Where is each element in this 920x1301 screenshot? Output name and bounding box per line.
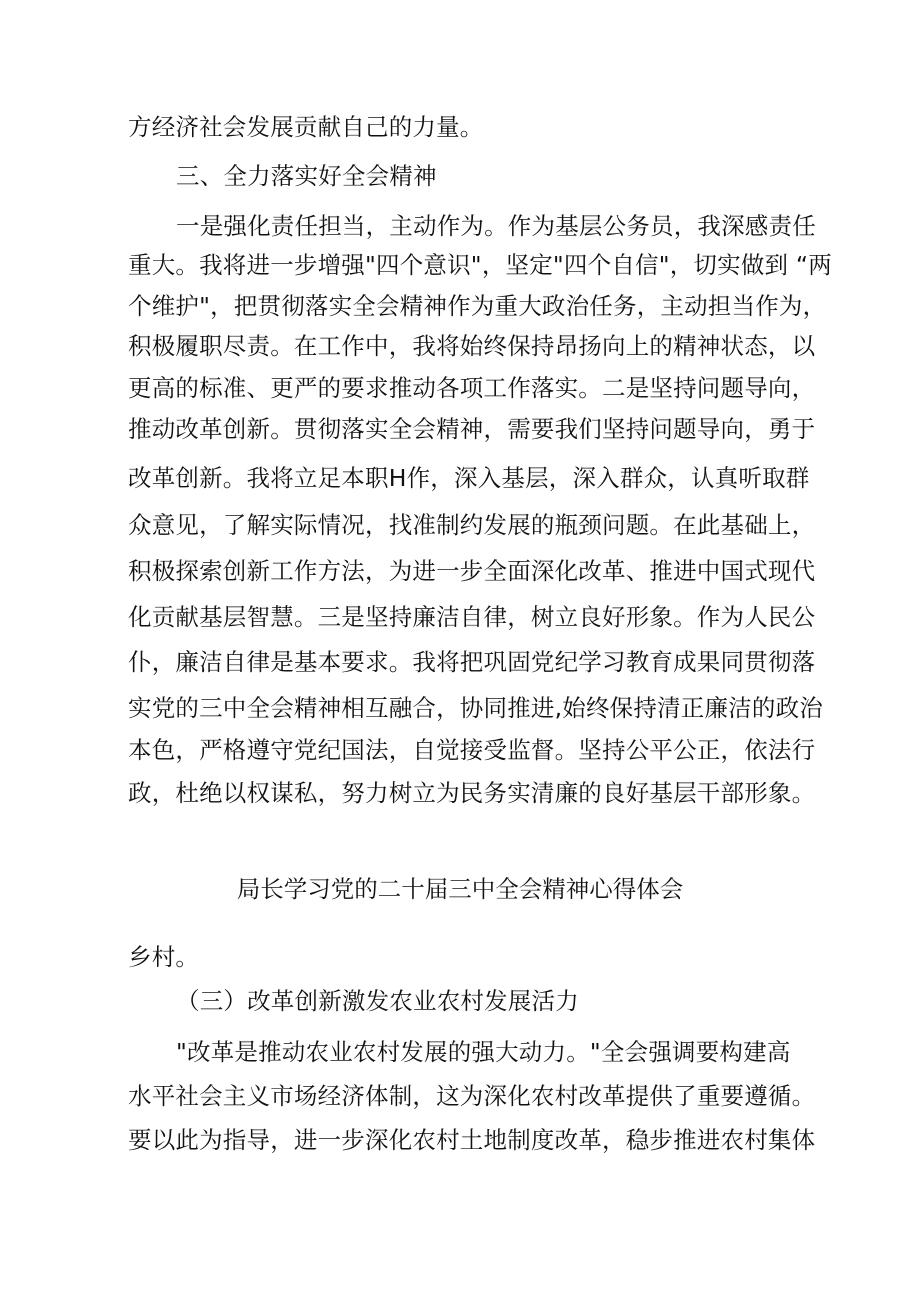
paragraph-line: 要以此为指导，进一步深化农村土地制度改革，稳步推进农村集体 (128, 1126, 816, 1154)
paragraph-line: 积极履职尽责。在工作中，我将始终保持昂扬向上的精神状态，以 (128, 332, 816, 360)
continuation-line: 乡村。 (128, 943, 200, 971)
paragraph-line: 一是强化责任担当，主动作为。作为基层公务员，我深感责任 (176, 212, 816, 240)
paragraph-line: 个维护"，把贯彻落实全会精神作为重大政治任务，主动担当作为， (128, 292, 827, 320)
paragraph-line: 化贡献基层智慧。三是坚持廉洁自律，树立良好形象。作为人民公 (128, 603, 816, 631)
document-title: 局长学习党的二十届三中全会精神心得体会 (236, 875, 684, 903)
paragraph-line: 本色，严格遵守党纪国法，自觉接受监督。坚持公平公正，依法行 (128, 736, 816, 764)
paragraph-line: 推动改革创新。贯彻落实全会精神，需要我们坚持问题导向，勇于 (128, 415, 816, 443)
paragraph-line: 重大。我将进一步增强"四个意识"，坚定"四个自信"，切实做到 “两 (128, 251, 832, 279)
paragraph-line: 仆，廉洁自律是基本要求。我将把巩固党纪学习教育成果同贯彻落 (128, 648, 816, 676)
paragraph-line: 水平社会主义市场经济体制，这为深化农村改革提供了重要遵循。 (128, 1082, 816, 1110)
section-heading: （三）改革创新激发农业农村发展活力 (176, 987, 579, 1015)
paragraph-line: 实党的三中全会精神相互融合，协同推进,始终保持清正廉洁的政治 (128, 694, 823, 722)
paragraph-line: 众意见，了解实际情况，找准制约发展的瓶颈问题。在此基础上， (128, 511, 816, 539)
paragraph-line: "改革是推动农业农村发展的强大动力。"全会强调要构建高 (176, 1038, 791, 1066)
continuation-line: 方经济社会发展贡献自己的力量。 (128, 113, 484, 141)
section-heading: 三、全力落实好全会精神 (176, 162, 437, 190)
paragraph-line: 政，杜绝以权谋私，努力树立为民务实清廉的良好基层干部形象。 (128, 779, 816, 807)
paragraph-line: 更高的标准、更严的要求推动各项工作落实。二是坚持问题导向， (128, 374, 816, 402)
paragraph-line: 积极探索创新工作方法，为进一步全面深化改革、推进中国式现代 (128, 557, 816, 585)
paragraph-line: 改革创新。我将立足本职H作，深入基层，深入群众，认真听取群 (128, 464, 810, 492)
